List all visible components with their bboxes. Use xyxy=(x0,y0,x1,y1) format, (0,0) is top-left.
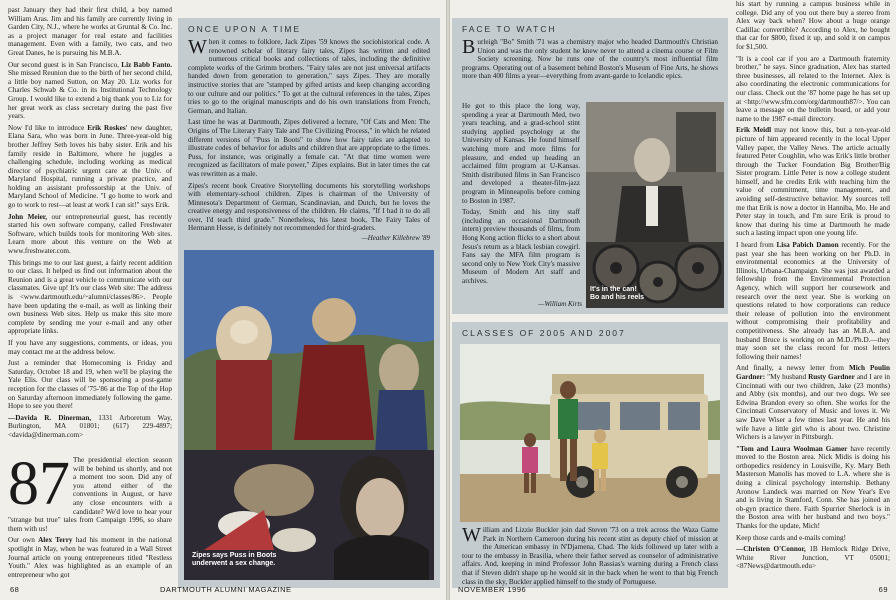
left-column-text xyxy=(8,6,172,456)
sidebar-heading: FACE TO WATCH xyxy=(462,24,557,34)
puss-in-boots-painting-photo xyxy=(184,250,434,580)
bold-name: Liz Babb Fanto. xyxy=(121,60,172,69)
paragraph: past January they had their first child, a boy named William Aras. Jim and his family are currently living in Garden City, N.J., where he works at Gruntal & Co. Inc. as a project manager for real estate and facilities management. Even with a family, two cats, and two Great Danes, he is pursuing his M.B.A. xyxy=(8,6,172,57)
text-run: recently. For the past year she has been working on her Ph.D. in environmental economics at the University of Illinois, Urbana-Champaign. She was just awarded a fellowship from the Environmental Protection Agency, which will support her coursework and research over the next year. She is working on questions related to how corporations can reduce their release of pollution into the environment without compromising their profitability and competitiveness. She already has an M.B.A. and husband Bruce is working on an M.D./Ph.D.—they may soon set the class record for most letters following their names! xyxy=(736,241,890,361)
text-run: illiam and Lizzie Buckler join dad Steven '73 on a trek across the Waza Game xyxy=(482,526,718,534)
drop-cap: B xyxy=(462,38,476,58)
paragraph: If you have any suggestions, comments, or ideas, you may contact me at the address below. xyxy=(8,338,172,356)
bo-smith-photo xyxy=(586,102,724,308)
text-run: And finally, a newsy letter from xyxy=(736,364,844,373)
paragraph xyxy=(736,241,890,361)
drop-cap: W xyxy=(188,38,207,58)
signoff-address: 1B Hemlock Ridge Drive, White River Junction, VT 05001; <87News@dartmouth.edu> xyxy=(736,545,890,571)
paragraph xyxy=(462,38,718,81)
paragraph: "It is a cool car if you are a Dartmouth fraternity brother," he says. Since graduation, Alex has started three businesses, all related to the Internet. Alex is also coordinating the electronic communications for our class. Check out the '87 home page he has set up at <http://www.sfm.com/org/dartmouth87/>. You can leave a message on the bulletin board, or add your name to the 1987 e-mail directory. xyxy=(736,54,890,123)
signoff xyxy=(736,545,890,571)
paragraph xyxy=(736,126,890,238)
paragraph: This brings me to our last guest, a fairly recent addition to our class. It helped us find out information about the Reunion and is a great vehicle to communicate with our classmates. Give up! It's our class Web site: The address is <www.dartmouth.edu/~alumni/classes/86>. People have been updating the e-mail, as well as linking their own business Web sites. Help us make this site more complete by sending me your e-mail and any other appropriate links. xyxy=(8,258,172,336)
text-run: hen it comes to folklore, Jack Zipes '59 knows the sociohistorical code. A renowned scholar of literary fairy tales, Zipes has written and edited numerous critical books and collections of tales, including the definitive complete works of the Grimm brothers. "Fairy tales are not just universal artifacts handed down from generation to generation," says Zipes. They are morally instructive stories that are "stamped by gifted artists and keep changing according to our culture and our politics." To get at the cultural references in the tales, Zipes tries to go to the original manuscripts and do his own translations from French, German, and Italian. xyxy=(188,38,430,115)
bold-name: Erik Roskes' xyxy=(87,123,128,132)
drop-cap: W xyxy=(462,526,481,546)
paragraph xyxy=(462,526,718,586)
caption-line: Bo and his reels xyxy=(590,294,645,301)
signoff-name: —Davida R. Dinerman, xyxy=(8,413,92,422)
caption-line: Zipes says Puss in Boots xyxy=(192,552,277,559)
paragraph: He got to this place the long way, spending a year at Dartmouth Med, two years teaching, and a grad-school stint studying applied psychology at the University of Kansas. He found himself watching more and more films for pleasure, and ended up heading an acclaimed film program at U-Kansas. Smith distributed films in San Francisco and developed a theater-film-jazz program in Minneapolis before coming to Boston in 1987. xyxy=(462,102,580,205)
paragraph: Keep those cards and e-mails coming! xyxy=(736,533,846,542)
once-upon-a-time-sidebar xyxy=(178,18,440,588)
signoff xyxy=(8,414,172,440)
painting-illustration xyxy=(184,250,434,580)
paragraph xyxy=(8,213,172,256)
text-run: have recently moved to the Boston area. Nick Midis is doing his orthopedics residency in Louisville, Ky. Mary Beth Masterson Manolis has moved to L.A. where she is doing a clinical psychology internship. Bethany Aronow Landeck was married on New Year's Eve and is living in Stamford, Conn. She has joined an ob-gyn practice there. Faith Spurrier Sherlock is in the Boston area with her husband and two boys." Thanks for the update, Mich! xyxy=(736,444,890,531)
bold-name: Rusty Gardner xyxy=(808,372,855,381)
paragraph: his start by running a campus business while in college. Did any of you out there buy a stereo from Alex way back when? How about a huge orange Cadillac convertible? According to Alex, he bought that car for $800, fixed it up, and sold it on campus for $1,500. xyxy=(736,0,890,51)
safari-vehicle-illustration xyxy=(460,344,720,522)
face-to-watch-sidebar xyxy=(452,18,728,314)
sidebar-body xyxy=(452,526,728,586)
running-footer: DARTMOUTH ALUMNI MAGAZINE xyxy=(160,585,292,594)
text-run: Our second guest is in San Francisco, xyxy=(8,60,119,69)
sidebar-credit: —William Kirts xyxy=(538,300,582,308)
left-page xyxy=(0,0,446,600)
sidebar-body xyxy=(178,38,440,234)
bold-name: John Meier, xyxy=(8,212,48,221)
text-run: I heard from xyxy=(736,241,774,250)
paragraph: Just a reminder that Homecoming is Friday and Saturday, October 18 and 19, when we'll be playing the Yale Elis. Our class will be sponsoring a post-game reception for the classes of '75-'86 at the Top of the Hop on Saturday afternoon immediately following the game. Hope to see you there! xyxy=(8,359,172,411)
paragraph xyxy=(8,61,172,121)
bold-name: Mich Poulin Gardner: xyxy=(736,364,890,381)
sidebar-credit: —Heather Killebrew '89 xyxy=(361,234,430,242)
paragraph: Last time he was at Dartmouth, Zipes delivered a lecture, "Of Cats and Men: The Origins of The Literary Fairy Tale and The Civilizing Process," in which he related different versions of "Puss in Boots" to show how fairy tales are adapted to illustrate codes of behavior for adults and children that are appropriate to the times. Puss, for instance, was originally a female cat. "At that time women were recognized as facilitators of male power," Zipes explains. But in later times the cat was rewritten as a male. xyxy=(188,118,430,178)
text-run: new daughter, Elana Sara, who was born in June. Three-year-old big brother Jeffrey Seth loves his baby sister. Erik and his family reside in Baltimore, where he juggles a challenging schedule, including working as medical director of psychiatric urgent care at the Univ. of Maryland Hospital, running a private practice, and holding an assistant professorship at the Univ. of Maryland School of Medicine. "I go home to work and go to work to rest—at least at work I can sit!" says Erik. xyxy=(8,123,172,210)
right-page xyxy=(450,0,896,600)
paragraph: Zipes's recent book Creative Storytelling documents his storytelling workshops with elementary-school children. Zipes is chairman of the University of Minnesota's Department of German, Scandinavian, and Dutch, but he loves the creative energy and responsiveness of the children. He claims, "If I had it to do all over, I'd teach third grade." Nonetheless, his latest book, The Fairy Tales of Hermann Hesse, is definitely not recommended for third-graders. xyxy=(188,181,430,233)
bold-name: Lisa Pabich Damon xyxy=(776,241,839,250)
caption-line: underwent a sex change. xyxy=(192,560,276,567)
running-footer: NOVEMBER 1996 xyxy=(458,585,527,594)
text-run: had his moment in the national spotlight in May, when he was featured in a Wall Street Journal article on young entrepreneurs titled "Restless Youth." Alex was highlighted as an example of an entrepreneur who got xyxy=(8,536,172,578)
text-run: Park in Northern Cameroon during his recent stint as deputy chief of mission at the American embassy in N'Djamena, Chad. The kids followed up later with a tour to the embassy in Brasilia, where their father served as counselor of administrative affairs. And, keeping in mind Professor John Rassias's warning during a French class that if Steven didn't shape up he would sit in the back when he went to that big French class in the sky, Buckler applied himself to the study of Portuguese. xyxy=(462,534,718,586)
paragraph xyxy=(188,38,430,115)
page-number: 68 xyxy=(10,585,20,594)
paragraph xyxy=(8,536,172,578)
paragraph xyxy=(736,445,890,531)
caption-line: It's in the can! xyxy=(590,286,637,293)
text-run: and I are in Cincinnati with our two children, Jake (23 months) and Abby (six months), and our two dogs. We see Edwina Brandon every so often. She works for the Cincinnati Conservatory of Music and loves it. We saw Dave Wiser a few times last year. He and his wife have a little girl who is about two. Christine Wichers is a lawyer in Pittsburgh. xyxy=(736,372,890,442)
buckler-family-photo xyxy=(460,344,720,522)
paragraph: The presidential election season will be behind us shortly, and not a moment too soon. Did any of you attend either of the conventions in August, or have any close encounters with a candidate? We'd love to hear your "strange but true" tales from Campaign 1996, so share them with us! xyxy=(8,456,172,533)
text-run: our entrepreneurial guest, has recently started his own software company, called Freshwater Software, which builds tools for monitoring Web sites. Learn more about this venture on the Web at www.freshwater.com. xyxy=(8,212,172,256)
photo-caption xyxy=(192,552,276,568)
class-87-column xyxy=(8,456,172,578)
class-year-dropnumber: 87 xyxy=(8,456,70,518)
sidebar-intro xyxy=(452,38,728,102)
right-column-text xyxy=(736,0,890,580)
paragraph xyxy=(8,124,172,210)
signoff-address: 1331 Arboretum Way, Burlington, MA 01801; (617) 229-4897; <davida@dinerman.com> xyxy=(8,413,172,439)
bo-smith-illustration xyxy=(586,102,724,308)
sidebar-heading: CLASSES OF 2005 AND 2007 xyxy=(462,328,626,338)
sidebar-heading: ONCE UPON A TIME xyxy=(188,24,302,34)
text-run: may not know this, but a ten-year-old picture of him appeared recently in the local Upper Valley paper, the Valley News. The article actually featured Peter Coughlin, who was Erik's little brother through the Tucker Foundation Big Brother/Big Sister program. Little Peter is now a college student himself, and he credits Erik with teaching him the value of commitment, time management, and avoiding self-destructive behavior. My sources tell me that Erik is now a doctor in Hanniba, Mo. He and Peter stay in touch, and I'm sure Erik is proud to know that during his time at Dartmouth he made such a lasting impact upon one young life. xyxy=(736,126,890,238)
bold-name: Erik Meidl xyxy=(736,126,772,135)
bold-name: Alex Terry xyxy=(38,536,73,545)
paragraph xyxy=(736,364,890,441)
photo-caption xyxy=(590,286,644,302)
bold-name: "Tom and Laura Woolman Gamer xyxy=(736,444,848,453)
classes-2005-2007-sidebar xyxy=(452,322,728,588)
text-run: She missed Reunion due to the birth of her second child, a little boy named Sutton, on May 20. Liz works for Charles Schwab & Co. in its Institutional Technology Group. I would like to extend a big thank you to Liz for her great work as class secretary during the past five years. xyxy=(8,69,172,121)
text-run: "My husband xyxy=(767,372,807,381)
paragraph: Today, Smith and his tiny staff (including an occasional Dartmouth intern) preview thousands of films, from Hong Kong action flicks to a short about Jesus's return as a black lesbian cowgirl. Fans say the MFA film program is second only to New York City's massive Museum of Modern Art staff and archives. xyxy=(462,208,580,285)
signoff-name: —Christen O'Connor, xyxy=(736,545,806,554)
sidebar-body xyxy=(452,102,582,298)
page-number: 69 xyxy=(878,585,888,594)
text-run: urleigh "Bo" Smith '71 was a chemistry major who headed Dartmouth's Christian Union and was the only student he knew never to attend a cinema course or Film Society screening. Now he runs one of the country's most influential film programs. Operating out of a basement behind Boston's Museum of Fine Arts, he shows more than 400 films a year—everything from avant-garde to Icelandic epics. xyxy=(462,38,718,81)
text-run: Our own xyxy=(8,536,35,545)
text-run: Now I'd like to introduce xyxy=(8,123,85,132)
